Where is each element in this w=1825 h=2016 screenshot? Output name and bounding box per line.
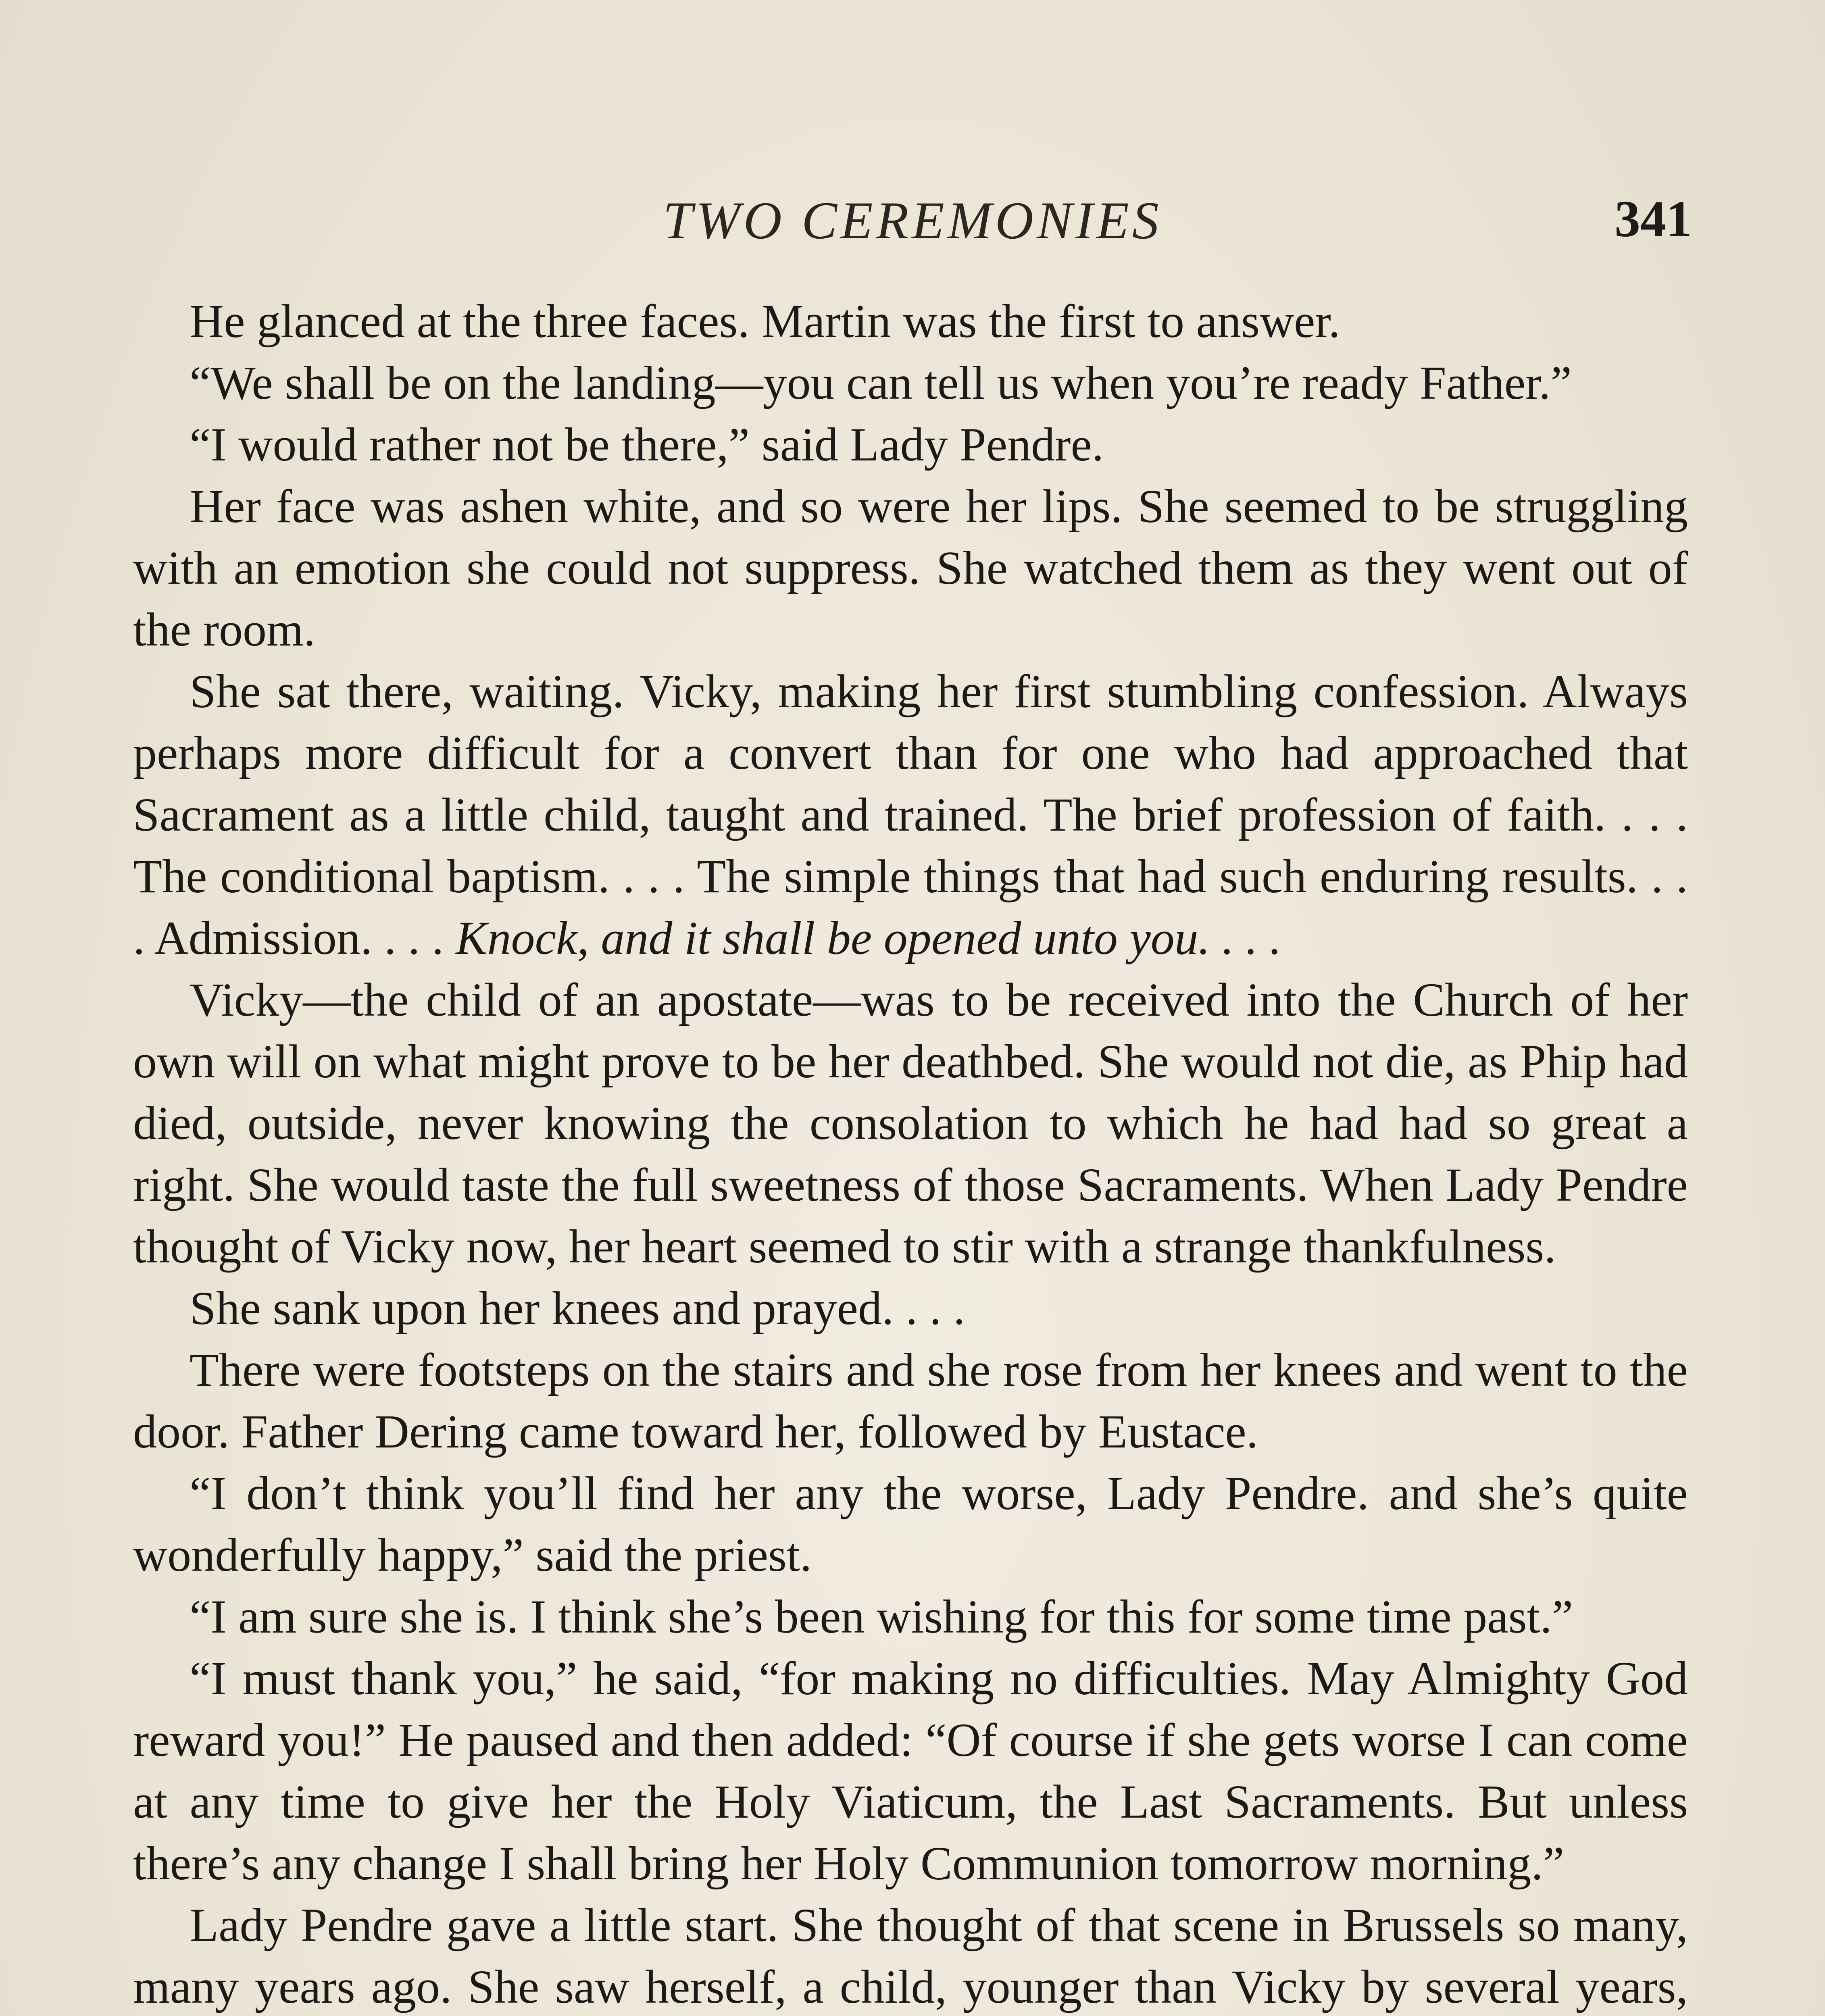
paragraph-9: “I don’t think you’ll find her any the worse, Lady Pendre. and she’s quite wonderfully happy,” said the priest. (133, 1467, 1688, 1581)
paragraph-11: “I must thank you,” he said, “for making no difficulties. May Almighty God reward you!” He paused and then added: “Of course if she gets worse I can come at any time to give her the Holy Viaticum, the Last Sacraments. But unless there’s any change I shall bring her Holy Communion tomorrow morning.” (133, 1652, 1688, 1890)
paragraph-7: She sank upon her knees and prayed. . . . (190, 1282, 965, 1335)
paragraph-6: Vicky—the child of an apostate—was to be received into the Church of her own will on what might prove to be her deathbed. She would not die, as Phip had died, outside, never knowing the consolation to which he had had so great a right. She would taste the full sweetness of those Sacraments. When Lady Pendre thought of Vicky now, her heart seemed to stir with a strange thankfulness. (133, 973, 1688, 1273)
paragraph-10: “I am sure she is. I think she’s been wishing for this for some time past.” (190, 1590, 1573, 1643)
running-title: TWO CEREMONIES (663, 191, 1162, 250)
paragraph-5 (133, 660, 1688, 969)
paragraph-8: There were footsteps on the stairs and she rose from her knees and went to the door. Father Dering came toward her, followed by Eustace. (133, 1343, 1688, 1458)
page-number: 341 (1615, 190, 1692, 248)
body-text (133, 290, 1688, 2016)
paragraph-4: Her face was ashen white, and so were her lips. She seemed to be struggling with an emotion she could not suppress. She watched them as they went out of the room. (133, 480, 1688, 656)
page-header (133, 190, 1692, 270)
paragraph-5-text: She sat there, waiting. Vicky, making her first stumbling confession. Always perhaps more difficult for a convert than for one who had approached that Sacrament as a little child, taught and trained. The brief profession of faith. . . . The conditional baptism. . . . The simple things that had such enduring results. . . . Admission. . . . (133, 665, 1688, 964)
paragraph-12: Lady Pendre gave a little start. She thought of that scene in Brussels so many, many years ago. She saw herself, a child, younger than Vicky by several years, (133, 1899, 1688, 2013)
paragraph-3: “I would rather not be there,” said Lady Pendre. (190, 418, 1104, 471)
paragraph-1: He glanced at the three faces. Martin was the first to answer. (190, 295, 1340, 348)
paragraph-2: “We shall be on the landing—you can tell us when you’re ready Father.” (190, 356, 1572, 409)
scripture-quote: Knock, and it shall be opened unto you. . . . (455, 912, 1282, 964)
